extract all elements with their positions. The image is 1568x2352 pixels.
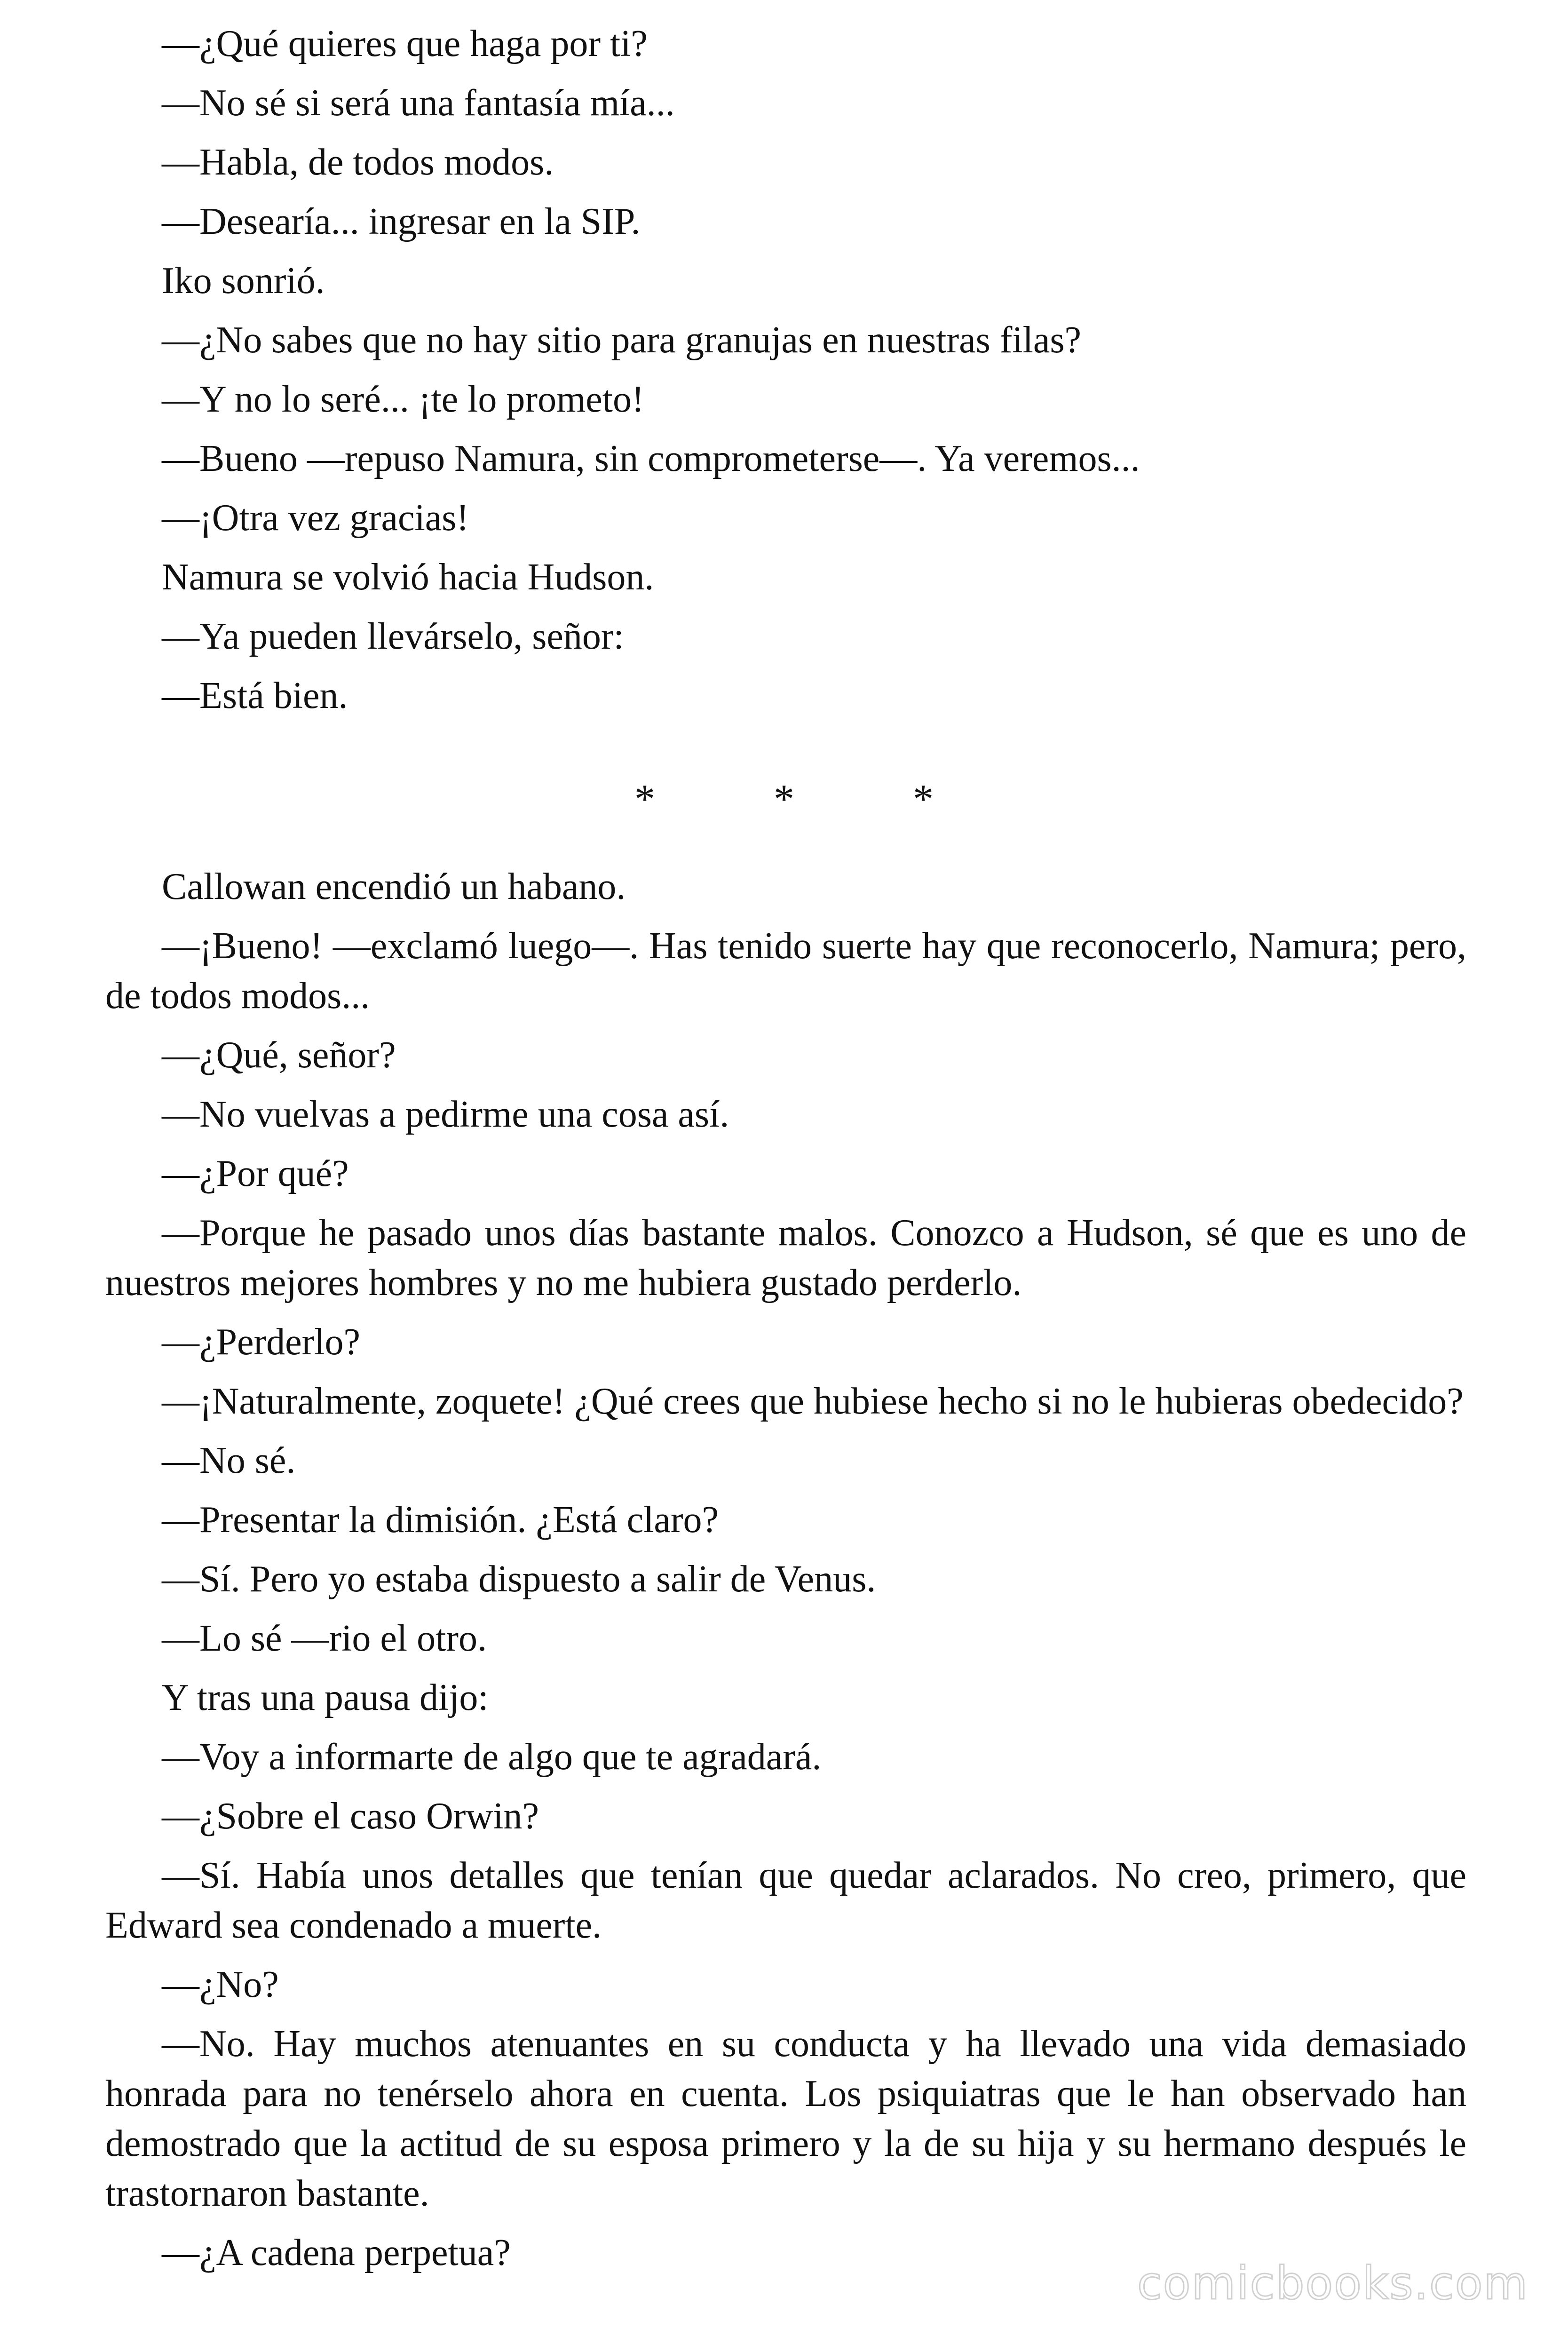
paragraph: —¿Qué, señor? <box>162 1034 396 1076</box>
separator-asterisk: * <box>634 777 655 822</box>
paragraph: Iko sonrió. <box>162 260 325 302</box>
paragraph: Namura se volvió hacia Hudson. <box>162 556 654 598</box>
paragraph: —Porque he pasado unos días bastante malos. Conozco a Hudson, sé que es uno de nuestros mejores hombres y no me hubiera gustado perderlo. <box>105 1212 1466 1303</box>
paragraph: —¿No sabes que no hay sitio para granujas en nuestras filas? <box>162 319 1081 361</box>
paragraph: —¡Naturalmente, zoquete! ¿Qué crees que hubiese hecho si no le hubieras obedecido? <box>162 1381 1464 1422</box>
paragraph: —Bueno —repuso Namura, sin comprometerse—. Ya veremos... <box>162 438 1140 479</box>
paragraph: —No sé si será una fantasía mía... <box>162 82 675 124</box>
paragraph: —Sí. Había unos detalles que tenían que quedar aclarados. No creo, primero, que Edward sea condenado a muerte. <box>105 1855 1466 1946</box>
paragraph: —Lo sé —rio el otro. <box>162 1618 487 1659</box>
section-1 <box>105 19 1466 730</box>
paragraph: —No. Hay muchos atenuantes en su conducta y ha llevado una vida demasiado honrada para no tenérselo ahora en cuenta. Los psiquiatras que le han observado han demostrado que la actitud de su esposa primero y la de su hija y su hermano después le trastornaron bastante. <box>105 2023 1466 2214</box>
scene-separator <box>0 771 1568 828</box>
paragraph: —¿Por qué? <box>162 1153 349 1194</box>
paragraph: —¿No? <box>162 1964 279 2005</box>
paragraph: —¿Sobre el caso Orwin? <box>162 1796 539 1837</box>
paragraph: —Está bien. <box>162 675 348 716</box>
paragraph: —Desearía... ingresar en la SIP. <box>162 201 641 242</box>
paragraph: Callowan encendió un habano. <box>162 866 626 907</box>
paragraph: —No sé. <box>162 1440 296 1481</box>
paragraph: —¿Perderlo? <box>162 1321 361 1363</box>
paragraph: Y tras una pausa dijo: <box>162 1677 489 1718</box>
separator-asterisk: * <box>913 777 934 822</box>
watermark: comicbooks.com <box>1137 2257 1528 2310</box>
paragraph: —Voy a informarte de algo que te agradará. <box>162 1736 822 1778</box>
paragraph: —¿Qué quieres que haga por ti? <box>162 23 648 64</box>
paragraph: —Ya pueden llevárselo, señor: <box>162 616 624 657</box>
section-2 <box>105 862 1466 2287</box>
paragraph: —¿A cadena perpetua? <box>162 2232 511 2273</box>
paragraph: —Habla, de todos modos. <box>162 142 554 183</box>
paragraph: —Presentar la dimisión. ¿Está claro? <box>162 1499 719 1541</box>
paragraph: —Y no lo seré... ¡te lo prometo! <box>162 379 644 420</box>
paragraph: —No vuelvas a pedirme una cosa así. <box>162 1094 729 1135</box>
paragraph: —¡Bueno! —exclamó luego—. Has tenido suerte hay que reconocerlo, Namura; pero, de todos modos... <box>105 925 1466 1017</box>
separator-asterisk: * <box>774 777 794 822</box>
paragraph: —¡Otra vez gracias! <box>162 497 469 539</box>
paragraph: —Sí. Pero yo estaba dispuesto a salir de Venus. <box>162 1558 876 1600</box>
